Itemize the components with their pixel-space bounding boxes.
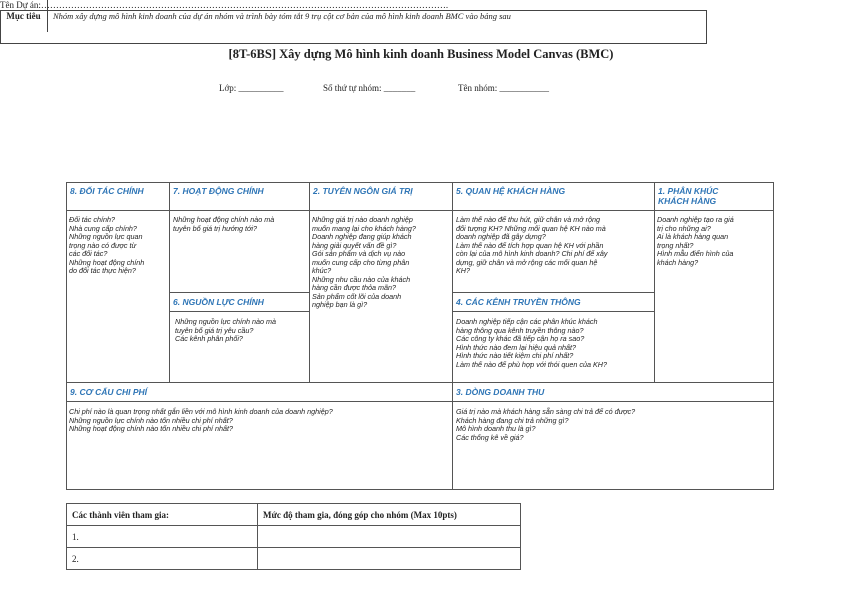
relationships-title: 5. QUAN HỆ KHÁCH HÀNG [456, 186, 566, 196]
resources-title: 6. NGUỒN LỰC CHÍNH [173, 297, 264, 307]
segments-line: trọng nhất? [657, 240, 694, 250]
segments-title [658, 186, 718, 206]
partners-line: do đối tác thực hiện? [69, 266, 136, 275]
revenue-divider [452, 401, 774, 402]
cell-cost-structure[interactable] [66, 382, 453, 490]
activities-divider [169, 210, 310, 211]
activities-title: 7. HOẠT ĐỘNG CHÍNH [173, 186, 264, 196]
revenue-title: 3. DÒNG DOANH THU [456, 387, 545, 397]
goal-box [0, 10, 707, 44]
segments-line: trị cho những ai? [657, 223, 711, 233]
segments-body [657, 216, 734, 267]
partners-title: 8. ĐỐI TÁC CHÍNH [70, 186, 144, 196]
value-line: muốn mang lại cho khách hàng? [312, 223, 416, 233]
costs-divider [66, 401, 453, 402]
members-header-contribution: Mức độ tham gia, đóng góp cho nhóm (Max 10pts) [258, 504, 521, 526]
relationships-line: Làm thế nào để thu hút, giữ chân và mở rộng [456, 215, 600, 224]
costs-line: Những hoạt động chính nào tốn nhiều chi phí nhất? [69, 424, 234, 433]
relationships-line: dựng, giữ chân và mở rộng các mối quan hệ [456, 257, 598, 267]
relationships-line: Làm thế nào để tích hợp quan hệ KH với phần [456, 240, 604, 250]
group-number-field[interactable]: Số thứ tự nhóm: _______ [323, 83, 416, 93]
channels-body [456, 318, 607, 369]
revenue-line: Khách hàng đang chi trả những gì? [456, 415, 569, 425]
activities-line: tuyên bố giá trị hướng tới? [173, 223, 257, 233]
partners-line: các đối tác? [69, 249, 108, 258]
group-name-field[interactable]: Tên nhóm: ___________ [458, 83, 549, 93]
table-row [67, 526, 521, 548]
segments-line: khách hàng? [657, 257, 699, 267]
revenue-body [456, 408, 635, 442]
revenue-line: Các thống kê về giá? [456, 432, 524, 442]
costs-title: 9. CƠ CẤU CHI PHÍ [70, 387, 148, 397]
partners-body [69, 216, 144, 276]
relationships-body [456, 216, 607, 276]
partners-line: Những nguồn lực quan [69, 232, 143, 241]
resources-line: Các kênh phân phối? [175, 334, 243, 343]
table-row [67, 548, 521, 570]
segments-divider [654, 210, 774, 211]
partners-line: Nhà cung cấp chính? [69, 223, 137, 233]
resources-body [175, 318, 276, 344]
relationships-line: còn lại của mô hình kinh doanh? Chi phí để xây [456, 249, 608, 258]
cell-key-partners[interactable] [66, 182, 170, 383]
value-line: Doanh nghiệp đang giúp khách [312, 232, 412, 241]
relationships-line: doanh nghiệp đã gây dựng? [456, 232, 546, 241]
channels-line: Làm thế nào để phù hợp với thói quen của KH? [456, 359, 607, 369]
value-divider [309, 210, 453, 211]
channels-line: Doanh nghiệp tiếp cận các phân khúc khách [456, 317, 598, 326]
member-name-cell[interactable]: 1. [67, 526, 258, 548]
value-title: 2. TUYÊN NGÔN GIÁ TRỊ [313, 186, 413, 196]
partners-line: Đối tác chính? [69, 215, 115, 224]
channels-title: 4. CÁC KÊNH TRUYỀN THÔNG [456, 297, 581, 307]
channels-line: Hình thức nào tiết kiệm chi phí nhất? [456, 351, 574, 360]
cell-key-activities[interactable] [169, 182, 310, 293]
costs-line: Chi phí nào là quan trọng nhất gắn liền với mô hình kinh doanh của doanh nghiệp? [69, 407, 333, 416]
member-contribution-cell[interactable] [258, 548, 521, 570]
members-header-name: Các thành viên tham gia: [67, 504, 258, 526]
partners-divider [66, 210, 170, 211]
costs-body [69, 408, 333, 434]
goal-text: Nhóm xây dựng mô hình kinh doanh của dự án nhóm và trình bày tóm tắt 9 trụ cột cơ bản của mô hình kinh doanh BMC vào bảng sau [53, 11, 511, 21]
revenue-line: Giá trị nào mà khách hàng sẵn sàng chi trả để có được? [456, 407, 636, 416]
resources-line: Những nguồn lực chính nào mà [175, 317, 277, 326]
value-line: Sản phẩm cốt lõi của doanh [312, 291, 402, 301]
value-body [312, 216, 416, 310]
project-name-field[interactable]: Tên Dự án:………………………………………………………………………………………………………………………. [0, 0, 449, 10]
members-table [66, 503, 521, 570]
value-line: Gói sản phẩm và dịch vụ nào [312, 249, 406, 258]
partners-line: Những hoạt động chính [69, 257, 145, 267]
value-line: muốn cung cấp cho từng phân [312, 257, 410, 267]
page-title: [8T-6BS] Xây dựng Mô hình kinh doanh Business Model Canvas (BMC) [228, 47, 614, 61]
relationships-divider [452, 210, 655, 211]
segments-line: Doanh nghiệp tạo ra giá [657, 215, 734, 224]
channels-line: Các công ty khác đã tiếp cận họ ra sao? [456, 334, 585, 343]
member-name-cell[interactable]: 2. [67, 548, 258, 570]
activities-line: Những hoạt động chính nào mà [173, 215, 275, 224]
activities-body [173, 216, 274, 233]
revenue-line: Mô hình doanh thu là gì? [456, 424, 536, 433]
resources-line: tuyên bố giá trị yêu cầu? [175, 325, 254, 335]
value-line: hàng cần được thỏa mãn? [312, 283, 397, 292]
value-line: Những giá trị nào doanh nghiệp [312, 215, 413, 224]
relationships-line: KH? [456, 266, 470, 275]
segments-line: Hình mẫu điển hình của [657, 249, 734, 258]
partners-line: trọng nào có được từ [69, 240, 136, 250]
value-line: hàng giải quyết vấn đề gì? [312, 240, 397, 250]
channels-line: Hình thức nào đem lại hiệu quả nhất? [456, 342, 577, 352]
channels-line: hàng thông qua kênh truyền thông nào? [456, 325, 584, 335]
members-header-row [67, 504, 521, 526]
segments-title-line: KHÁCH HÀNG [658, 196, 717, 206]
relationships-line: đối tượng KH? Những mối quan hệ KH nào mà [456, 223, 606, 233]
costs-line: Những nguồn lực chính nào tốn nhiều chi phí nhất? [69, 415, 233, 425]
value-line: nghiệp bạn là gì? [312, 300, 368, 309]
channels-divider [452, 311, 655, 312]
segments-title-line: 1. PHÂN KHÚC [658, 186, 719, 196]
cell-customer-segments[interactable] [654, 182, 774, 383]
goal-label: Mục tiêu [0, 0, 48, 32]
resources-divider [169, 311, 310, 312]
value-line: Những nhu cầu nào của khách [312, 274, 411, 284]
segments-line: Ai là khách hàng quan [657, 232, 729, 241]
member-contribution-cell[interactable] [258, 526, 521, 548]
value-line: khúc? [312, 266, 332, 275]
class-field[interactable]: Lớp: __________ [219, 83, 284, 93]
